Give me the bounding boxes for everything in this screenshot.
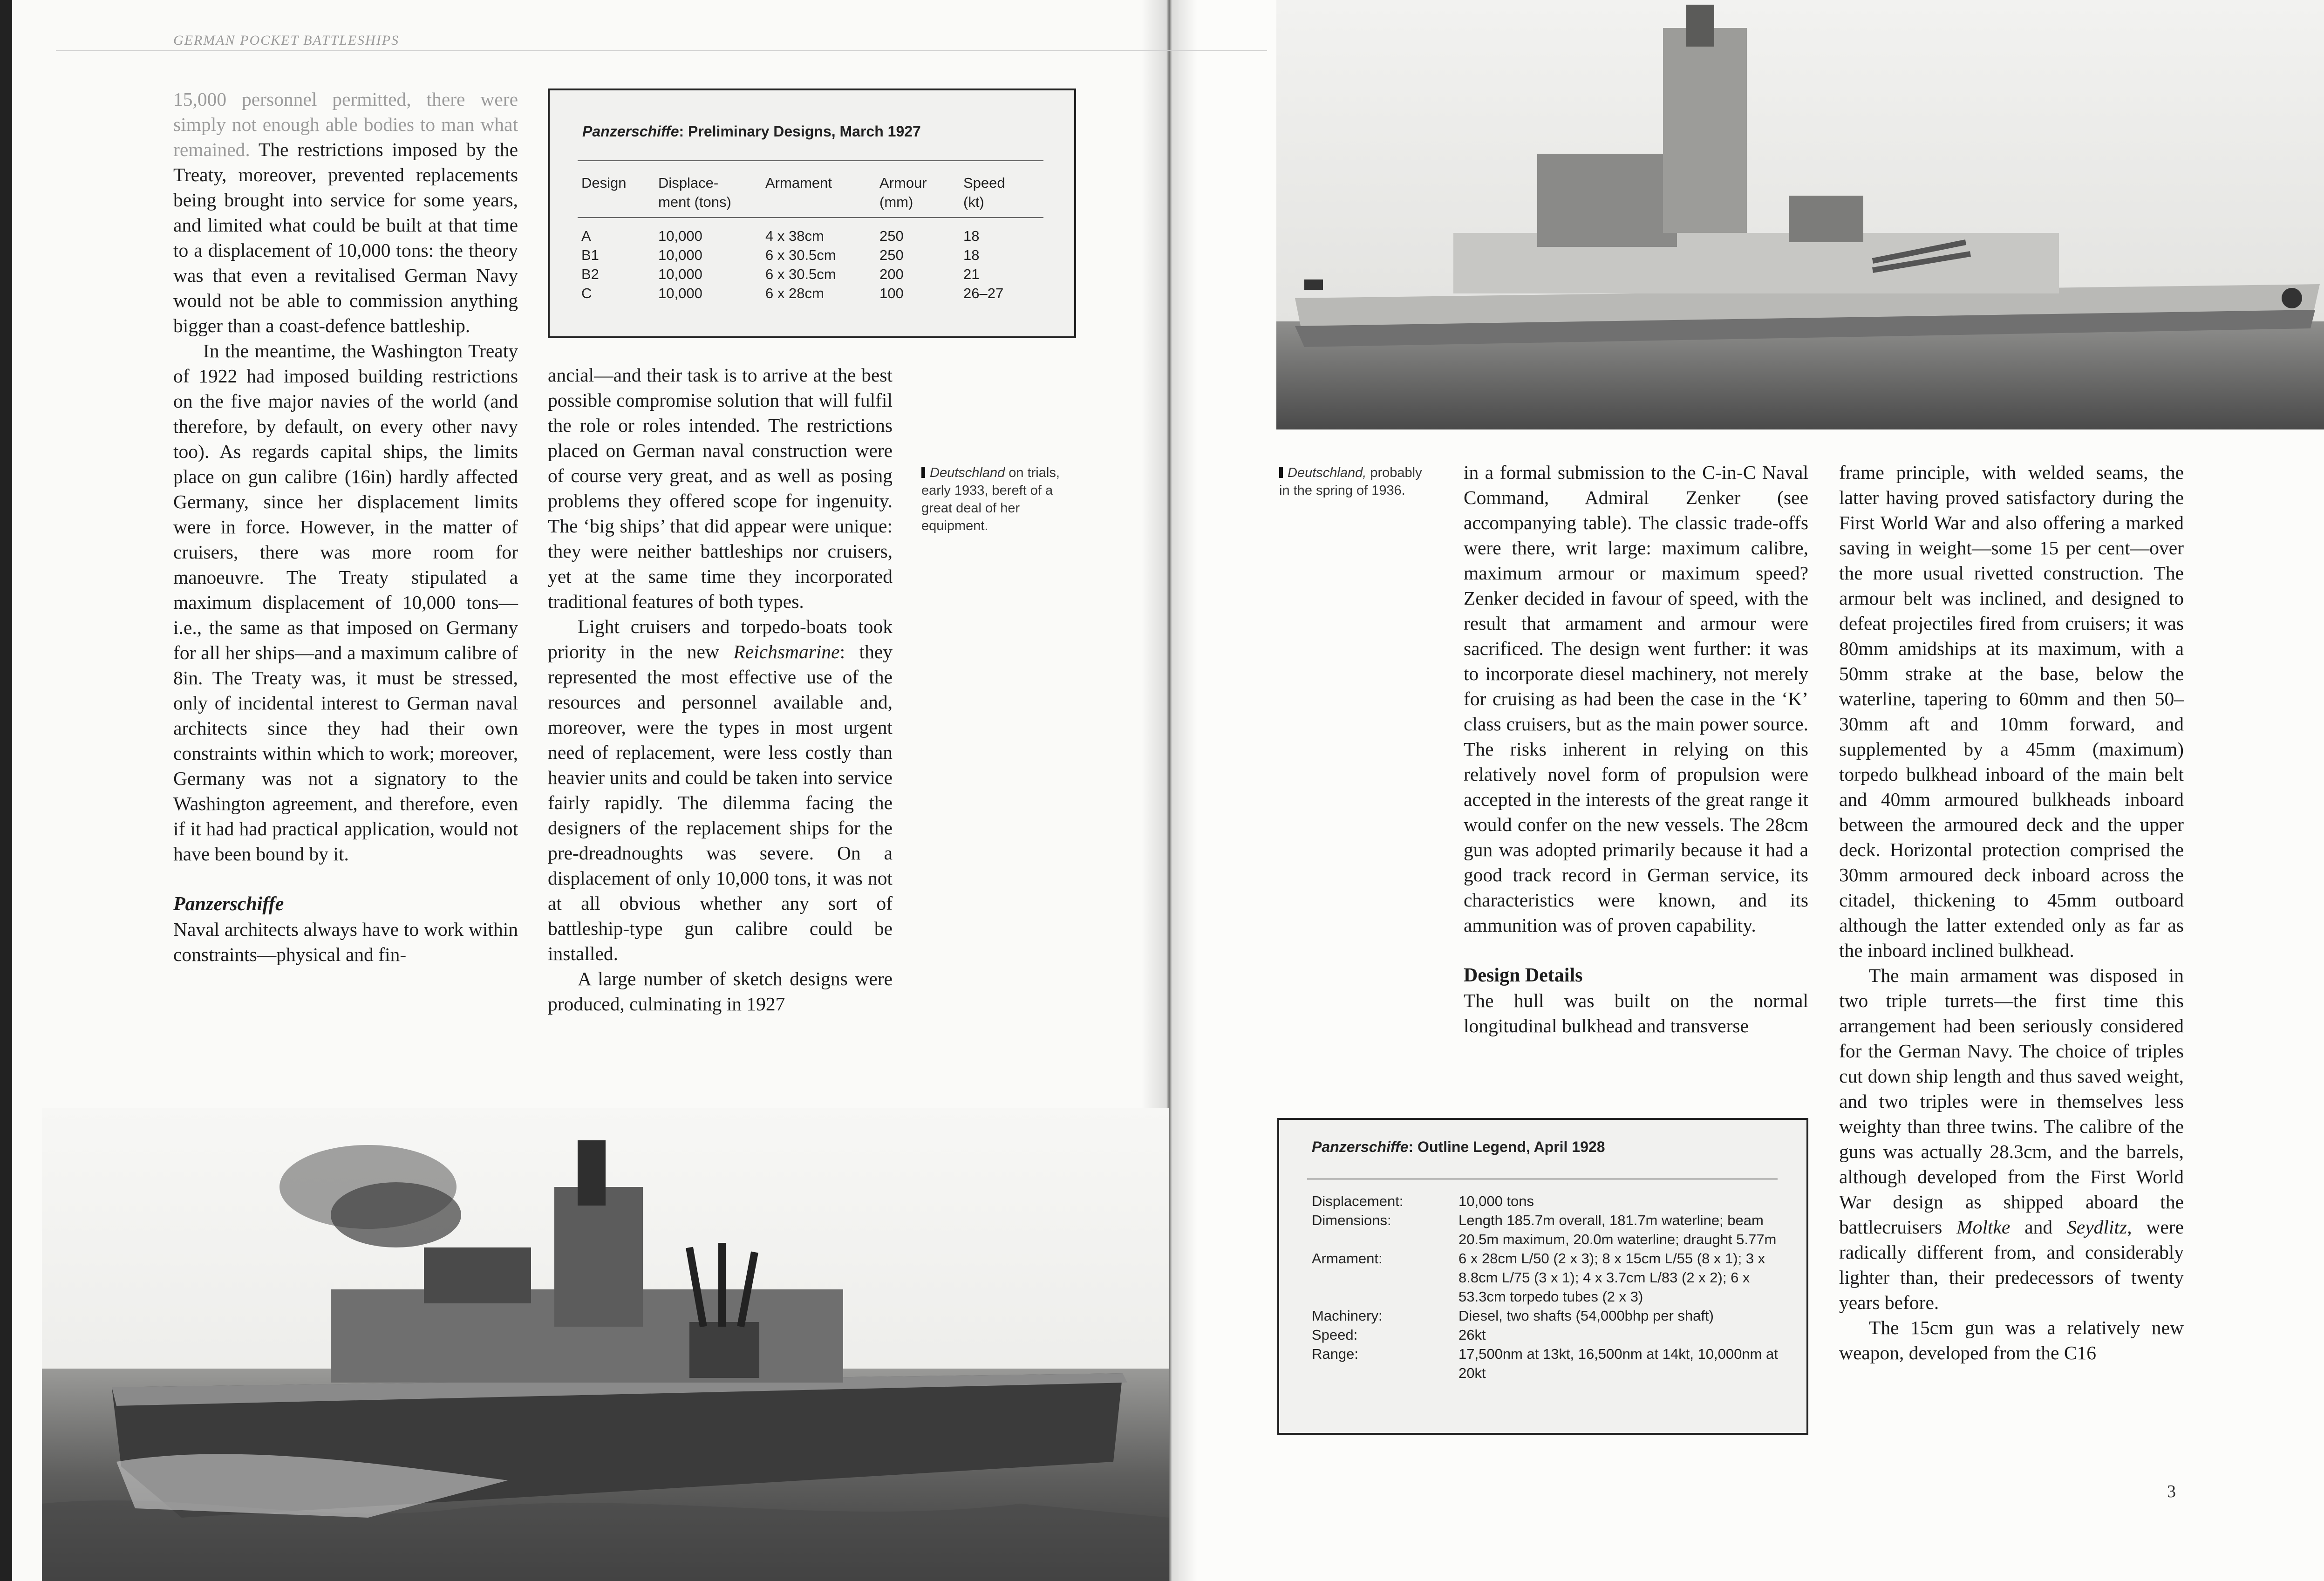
running-head: GERMAN POCKET BATTLESHIPS <box>173 33 400 48</box>
section-heading: Panzerschiffe <box>173 893 284 915</box>
table-header-cell: Armament <box>765 175 832 191</box>
page-edge-shadow <box>0 0 12 1581</box>
paragraph: Naval architects always have to work within constraints—physical and fin- <box>173 919 518 965</box>
right-column-2 <box>1839 460 2184 1365</box>
paragraph: ancial—and their task is to arrive at the best possible compromise solution that will fulfil the role or roles intended. The restrictions placed on German naval construction were of course very great, and as well as posing problems they offered scope for ingenuity. The ‘big ships’ that did appear were unique: they were neither battleships nor cruisers, yet at the same time they incorporated traditional features of both types. <box>548 364 893 612</box>
paragraph: In the meantime, the Washington Treaty of 1922 had imposed building restrictions on the five major navies of the world (and therefore, by default, on every other navy too). As regards capital ships, the limits place on gun calibre (16in) hardly affected Germany, since her displacement limits were in force. However, in the matter of cruisers, there was more room for manoeuvre. The Treaty stipulated a maximum displacement of 10,000 tons—i.e., the same as that imposed on Germany for all her ships—and a maximum calibre of 8in. The Treaty was, it must be stressed, only of incidental interest to German naval architects since they had their own constraints within which to work; moreover, Germany was not a signatory to the Washington agreement, and therefore, even if it had had practical application, would not have been bound by it. <box>173 340 518 865</box>
paragraph: The hull was built on the normal longitudinal bulkhead and transverse <box>1464 990 1808 1036</box>
table-row: Machinery: Diesel, two shafts (54,000bhp per shaft) <box>1312 1308 1714 1324</box>
paragraph-text: The restrictions imposed by the Treaty, moreover, prevented replacements being brought into service for some years, and limited what could be built at that time to a displacement of 10,000 tons: the theory was that even a revitalised German Navy would not be able to commission anything bigger than a coast-defence battleship. <box>173 139 518 336</box>
table-row: C 10,000 6 x 28cm 100 26–27 <box>581 285 1004 301</box>
ship-photo-svg <box>42 1108 1169 1581</box>
section-heading: Design Details <box>1464 965 1583 986</box>
ship-photo-svg <box>1276 0 2324 429</box>
caption-bullet-icon <box>1279 467 1283 478</box>
page-number: 3 <box>2167 1482 2176 1501</box>
table-row: Speed: 26kt <box>1312 1327 1486 1343</box>
paragraph: The main armament was disposed in two triple turrets—the first time this arrangement had been seriously considered for the German Navy. The choice of triples cut down ship length and thus saved weight, and two triples were in themselves less weighty than three twins. The calibre of the guns was actually 28.3cm, and the barrels, although developed from the First World War design as shipped aboard the battlecruisers Moltke and Seydlitz, were radically different from, and considerably lighter than, their predecessors of twenty years before. <box>1839 965 2184 1313</box>
photo-deutschland-1936 <box>1276 0 2324 429</box>
faded-text: 15,000 personnel permitted, there were simply not enough able bodies to man what remained. <box>173 89 518 160</box>
designs-table-header <box>581 173 1019 211</box>
table-row: Range: 17,500nm at 13kt, 16,500nm at 14kt, 10,000nm at 20kt <box>1312 1346 1778 1381</box>
table-row: Displacement: 10,000 tons <box>1312 1193 1534 1209</box>
paragraph <box>173 87 518 338</box>
running-head-rule <box>56 50 1267 51</box>
photo-deutschland-trials <box>42 1108 1169 1581</box>
table-header-cell: Design <box>581 175 627 191</box>
photo-caption-left: Deutschland on trials, early 1933, bereft of a great deal of her equipment. <box>921 465 1060 533</box>
legend-table-title: Panzerschiffe: Outline Legend, April 1928 <box>1312 1138 1605 1155</box>
table-row: Armament: 6 x 28cm L/50 (2 x 3); 8 x 15cm L/55 (8 x 1); 3 x 8.8cm L/75 (3 x 1); 4 x 3.7cm L/83 (2 x 2); 6 x 53.3cm torpedo tubes (2 x 3) <box>1312 1250 1765 1305</box>
paragraph: A large number of sketch designs were produced, culminating in 1927 <box>548 968 893 1015</box>
designs-table-body <box>581 226 1019 303</box>
paragraph: in a formal submission to the C-in-C Naval Command, Admiral Zenker (see accompanying table). The classic trade-offs were there, writ large: maximum calibre, maximum armour or maximum speed? Zenker decided in favour of speed, with the result that armament and armour were sacrificed. The design went further: it was to incorporate diesel machinery, not merely for cruising as had been the case in the ‘K’ class cruisers, but as the main power source. The risks inherent in relying on this relatively novel form of propulsion were accepted in the interests of the great range it would confer on the new vessels. The 28cm gun was adopted primarily because it had a good track record in German service, its characteristics were known, and its ammunition was of proven capability. <box>1464 462 1808 936</box>
legend-table-body <box>1312 1192 1782 1383</box>
table-header-cell: Speed (kt) <box>963 175 1005 210</box>
legend-table-box <box>1277 1118 1808 1435</box>
right-column-1 <box>1464 460 1808 1038</box>
table-row: B1 10,000 6 x 30.5cm 250 18 <box>581 247 980 263</box>
left-column-2 <box>548 362 893 1016</box>
paragraph: frame principle, with welded seams, the latter having proved satisfactory during the First World War and also offering a marked saving in weight—some 15 per cent—over the more usual rivetted construction. The armour belt was inclined, and designed to defeat projectiles fired from cruisers; it was 80mm amidships at its maximum, with a 50mm strake at the base, below the waterline, tapering to 60mm and then 50–30mm aft and 10mm forward, and supplemented by a 45mm (maximum) torpedo bulkhead inboard of the main belt and 40mm armoured bulkheads inboard between the armoured deck and the upper deck. Horizontal protection comprised the 30mm armoured deck inboard across the citadel, thickening to 45mm outboard although the latter extended only as far as the inboard inclined bulkhead. <box>1839 462 2184 961</box>
photo-caption-right: Deutschland, probably in the spring of 1936. <box>1279 465 1422 498</box>
table-row: B2 10,000 6 x 30.5cm 200 21 <box>581 266 980 282</box>
table-row: Dimensions: Length 185.7m overall, 181.7m waterline; beam 20.5m maximum, 20.0m waterline; draught 5.77m <box>1312 1212 1777 1247</box>
designs-table-rule <box>578 160 1043 161</box>
table-row: A 10,000 4 x 38cm 250 18 <box>581 228 980 244</box>
table-header-cell: Armour (mm) <box>879 175 927 210</box>
table-header-cell: Displace- ment (tons) <box>658 175 731 210</box>
designs-table-title: Panzerschiffe: Preliminary Designs, March 1927 <box>582 123 921 140</box>
caption-bullet-icon <box>921 467 925 478</box>
paragraph: The 15cm gun was a relatively new weapon, developed from the C16 <box>1839 1317 2184 1363</box>
designs-table-box <box>548 89 1076 338</box>
designs-table-rule <box>578 217 1043 218</box>
paragraph: Light cruisers and torpedo-boats took priority in the new Reichsmarine: they represented the most effective use of the resources and personnel available and, moreover, were the types in most urgent need of replacement, were less costly than heavier units and could be taken into service fairly rapidly. The dilemma facing the designers of the replacement ships for the pre-dreadnoughts was severe. On a displacement of only 10,000 tons, it was not at all obvious whether any sort of battleship-type gun calibre could be installed. <box>548 616 893 964</box>
left-column-1 <box>173 87 518 967</box>
